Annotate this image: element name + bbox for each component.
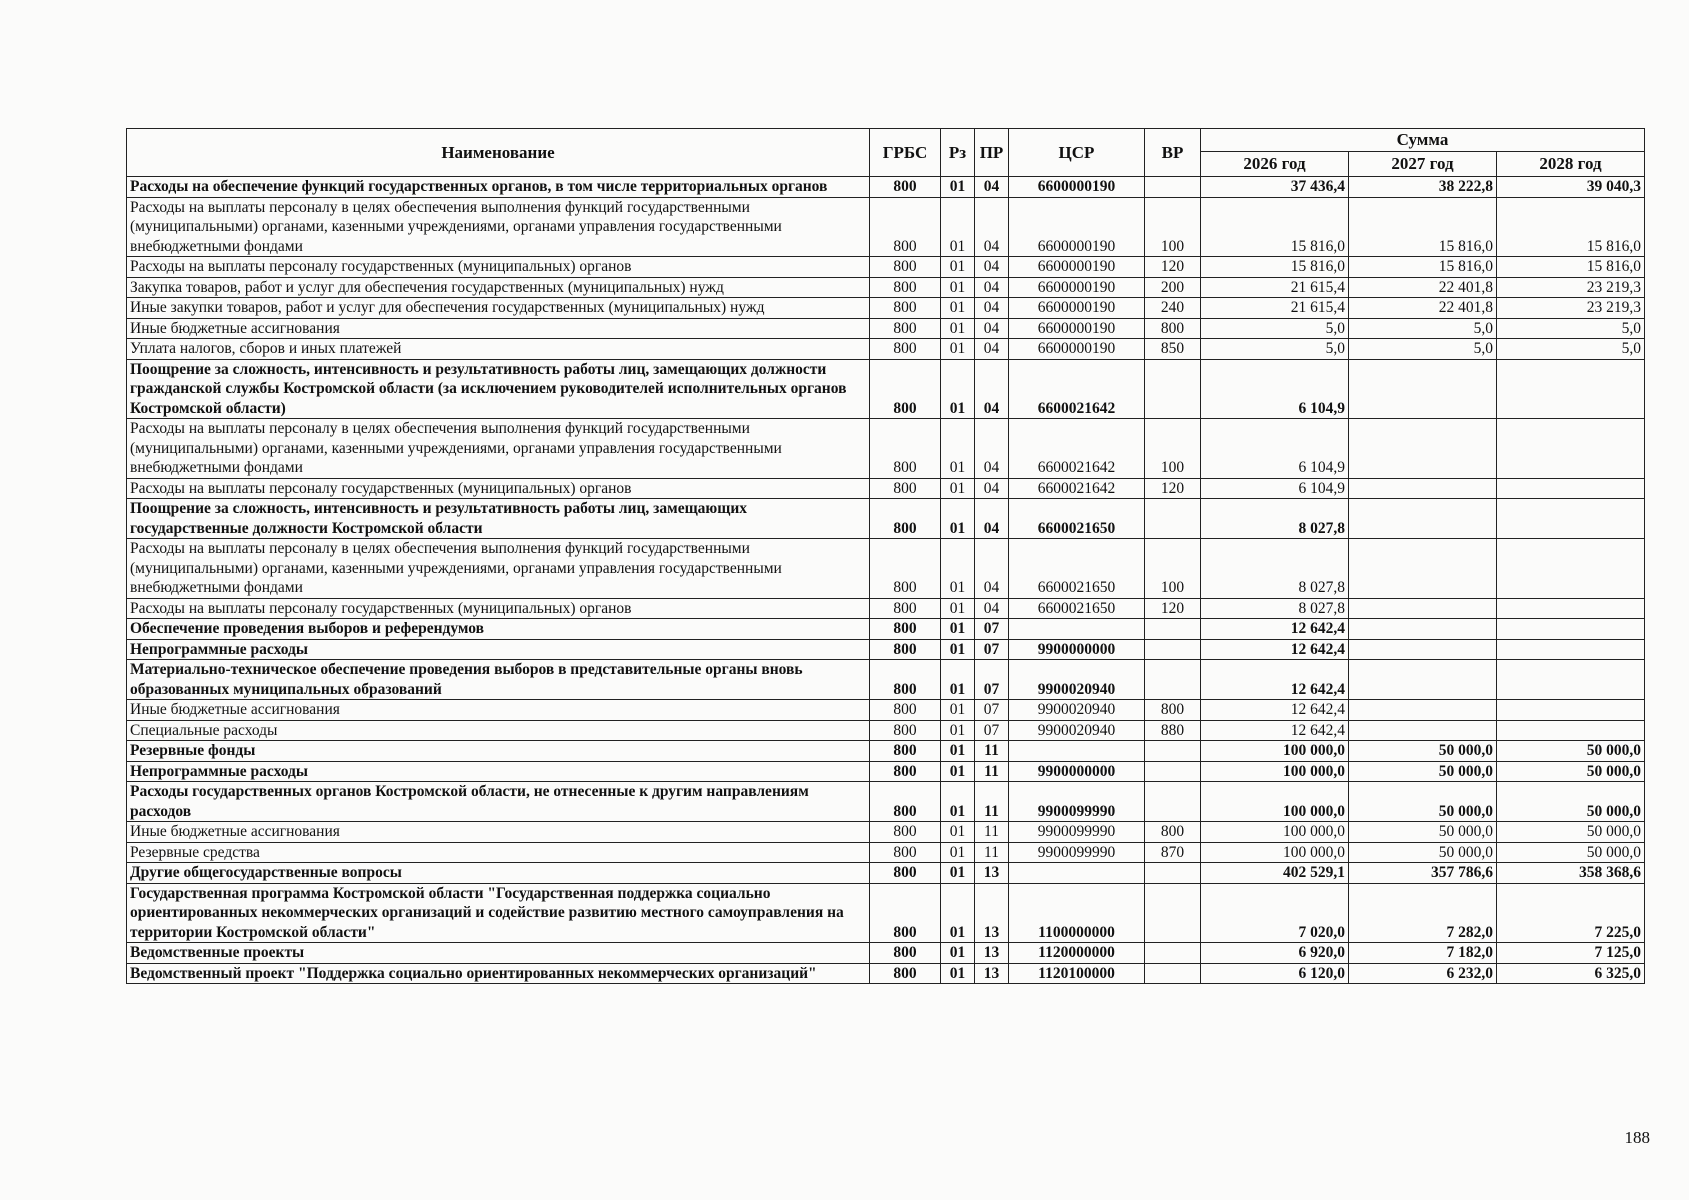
cell-pr: 04	[975, 339, 1009, 360]
cell-rz: 01	[941, 963, 975, 984]
cell-name: Расходы на выплаты персоналу государственных (муниципальных) органов	[127, 478, 870, 499]
cell-grbs: 800	[870, 298, 941, 319]
cell-pr: 11	[975, 782, 1009, 822]
cell-2028	[1497, 639, 1645, 660]
cell-2027: 50 000,0	[1349, 842, 1497, 863]
header-grbs: ГРБС	[870, 129, 941, 177]
cell-name: Иные бюджетные ассигнования	[127, 318, 870, 339]
cell-2028	[1497, 478, 1645, 499]
cell-rz: 01	[941, 197, 975, 257]
cell-rz: 01	[941, 177, 975, 198]
cell-vr: 120	[1145, 257, 1201, 278]
cell-2026: 6 920,0	[1201, 943, 1349, 964]
cell-csr: 6600000190	[1009, 277, 1145, 298]
cell-2026: 6 104,9	[1201, 419, 1349, 479]
table-row	[127, 359, 1645, 419]
cell-grbs: 800	[870, 660, 941, 700]
cell-vr	[1145, 639, 1201, 660]
cell-pr: 04	[975, 419, 1009, 479]
cell-grbs: 800	[870, 700, 941, 721]
cell-name: Резервные средства	[127, 842, 870, 863]
cell-2027	[1349, 499, 1497, 539]
cell-vr: 100	[1145, 197, 1201, 257]
cell-name: Расходы на выплаты персоналу государственных (муниципальных) органов	[127, 257, 870, 278]
cell-vr	[1145, 660, 1201, 700]
cell-pr: 04	[975, 359, 1009, 419]
cell-csr: 9900000000	[1009, 639, 1145, 660]
cell-pr: 04	[975, 298, 1009, 319]
cell-vr: 100	[1145, 539, 1201, 599]
cell-rz: 01	[941, 619, 975, 640]
table-row	[127, 619, 1645, 640]
cell-vr	[1145, 177, 1201, 198]
cell-pr: 13	[975, 883, 1009, 943]
cell-csr: 9900020940	[1009, 700, 1145, 721]
cell-name: Расходы государственных органов Костромской области, не отнесенные к другим направлениям расходов	[127, 782, 870, 822]
table-row	[127, 741, 1645, 762]
cell-name: Иные закупки товаров, работ и услуг для обеспечения государственных (муниципальных) нужд	[127, 298, 870, 319]
table-row	[127, 419, 1645, 479]
cell-2028: 50 000,0	[1497, 741, 1645, 762]
cell-grbs: 800	[870, 842, 941, 863]
table-row	[127, 700, 1645, 721]
cell-name: Непрограммные расходы	[127, 639, 870, 660]
table-row	[127, 660, 1645, 700]
cell-pr: 11	[975, 741, 1009, 762]
cell-2026: 15 816,0	[1201, 197, 1349, 257]
cell-grbs: 800	[870, 177, 941, 198]
cell-name: Непрограммные расходы	[127, 761, 870, 782]
cell-2028	[1497, 619, 1645, 640]
cell-rz: 01	[941, 863, 975, 884]
cell-2026: 100 000,0	[1201, 782, 1349, 822]
cell-pr: 07	[975, 639, 1009, 660]
cell-pr: 04	[975, 277, 1009, 298]
cell-vr: 200	[1145, 277, 1201, 298]
cell-grbs: 800	[870, 883, 941, 943]
cell-2027	[1349, 478, 1497, 499]
cell-csr: 6600000190	[1009, 298, 1145, 319]
cell-2026: 6 120,0	[1201, 963, 1349, 984]
cell-csr	[1009, 741, 1145, 762]
table-row	[127, 257, 1645, 278]
cell-pr: 04	[975, 197, 1009, 257]
cell-2027: 5,0	[1349, 339, 1497, 360]
cell-2026: 8 027,8	[1201, 539, 1349, 599]
table-header	[127, 129, 1645, 177]
cell-rz: 01	[941, 842, 975, 863]
cell-rz: 01	[941, 419, 975, 479]
cell-2027: 15 816,0	[1349, 257, 1497, 278]
cell-name: Уплата налогов, сборов и иных платежей	[127, 339, 870, 360]
cell-name: Расходы на выплаты персоналу в целях обеспечения выполнения функций государственными (муниципальными) органами, казенными учреждениями, органами управления государственными внебюджетными фондами	[127, 539, 870, 599]
cell-2027	[1349, 639, 1497, 660]
cell-2026: 7 020,0	[1201, 883, 1349, 943]
budget-table	[126, 128, 1645, 984]
cell-2027: 22 401,8	[1349, 298, 1497, 319]
cell-csr: 6600000190	[1009, 318, 1145, 339]
cell-pr: 07	[975, 619, 1009, 640]
table-row	[127, 478, 1645, 499]
cell-2028: 23 219,3	[1497, 298, 1645, 319]
cell-2026: 6 104,9	[1201, 359, 1349, 419]
cell-2028	[1497, 419, 1645, 479]
table-row	[127, 339, 1645, 360]
cell-grbs: 800	[870, 782, 941, 822]
cell-rz: 01	[941, 700, 975, 721]
cell-name: Ведомственные проекты	[127, 943, 870, 964]
cell-csr	[1009, 863, 1145, 884]
table-row	[127, 822, 1645, 843]
cell-2027: 7 282,0	[1349, 883, 1497, 943]
cell-grbs: 800	[870, 598, 941, 619]
cell-2028	[1497, 660, 1645, 700]
cell-pr: 11	[975, 822, 1009, 843]
cell-name: Расходы на выплаты персоналу в целях обеспечения выполнения функций государственными (муниципальными) органами, казенными учреждениями, органами управления государственными внебюджетными фондами	[127, 419, 870, 479]
cell-2027	[1349, 419, 1497, 479]
cell-2028: 7 225,0	[1497, 883, 1645, 943]
header-year-2026: 2026 год	[1201, 152, 1349, 177]
cell-vr	[1145, 359, 1201, 419]
cell-name: Материально-техническое обеспечение проведения выборов в представительные органы вновь образованных муниципальных образований	[127, 660, 870, 700]
cell-vr: 100	[1145, 419, 1201, 479]
table-row	[127, 197, 1645, 257]
cell-2027: 50 000,0	[1349, 822, 1497, 843]
header-rz: Рз	[941, 129, 975, 177]
cell-2026: 6 104,9	[1201, 478, 1349, 499]
cell-grbs: 800	[870, 639, 941, 660]
cell-csr: 9900099990	[1009, 822, 1145, 843]
cell-vr	[1145, 963, 1201, 984]
cell-2028: 15 816,0	[1497, 257, 1645, 278]
cell-name: Обеспечение проведения выборов и референдумов	[127, 619, 870, 640]
cell-csr: 6600000190	[1009, 197, 1145, 257]
cell-2028	[1497, 720, 1645, 741]
cell-rz: 01	[941, 478, 975, 499]
cell-grbs: 800	[870, 943, 941, 964]
cell-2026: 100 000,0	[1201, 761, 1349, 782]
cell-pr: 04	[975, 478, 1009, 499]
cell-2027: 5,0	[1349, 318, 1497, 339]
table-row	[127, 177, 1645, 198]
cell-grbs: 800	[870, 761, 941, 782]
cell-grbs: 800	[870, 197, 941, 257]
cell-2026: 12 642,4	[1201, 619, 1349, 640]
cell-2027: 50 000,0	[1349, 782, 1497, 822]
table-row	[127, 761, 1645, 782]
cell-rz: 01	[941, 277, 975, 298]
cell-vr: 800	[1145, 822, 1201, 843]
table-row	[127, 639, 1645, 660]
cell-2028: 7 125,0	[1497, 943, 1645, 964]
cell-grbs: 800	[870, 741, 941, 762]
page-number: 188	[1624, 1128, 1650, 1147]
cell-2028: 15 816,0	[1497, 197, 1645, 257]
cell-2028: 6 325,0	[1497, 963, 1645, 984]
header-name: Наименование	[127, 129, 870, 177]
cell-2026: 5,0	[1201, 339, 1349, 360]
table-row	[127, 539, 1645, 599]
cell-2026: 12 642,4	[1201, 700, 1349, 721]
cell-2026: 100 000,0	[1201, 842, 1349, 863]
cell-csr: 9900099990	[1009, 782, 1145, 822]
cell-2028: 50 000,0	[1497, 822, 1645, 843]
cell-rz: 01	[941, 720, 975, 741]
cell-name: Закупка товаров, работ и услуг для обеспечения государственных (муниципальных) нужд	[127, 277, 870, 298]
cell-rz: 01	[941, 598, 975, 619]
cell-pr: 04	[975, 177, 1009, 198]
cell-grbs: 800	[870, 863, 941, 884]
cell-name: Иные бюджетные ассигнования	[127, 700, 870, 721]
cell-csr: 9900020940	[1009, 660, 1145, 700]
cell-2027: 6 232,0	[1349, 963, 1497, 984]
cell-2027	[1349, 619, 1497, 640]
cell-csr: 1120100000	[1009, 963, 1145, 984]
cell-2028	[1497, 598, 1645, 619]
cell-2027	[1349, 539, 1497, 599]
cell-vr: 800	[1145, 318, 1201, 339]
cell-vr	[1145, 741, 1201, 762]
cell-2027: 38 222,8	[1349, 177, 1497, 198]
cell-grbs: 800	[870, 478, 941, 499]
table-row	[127, 720, 1645, 741]
cell-2027: 7 182,0	[1349, 943, 1497, 964]
cell-csr: 1100000000	[1009, 883, 1145, 943]
cell-csr: 9900020940	[1009, 720, 1145, 741]
cell-pr: 04	[975, 499, 1009, 539]
cell-rz: 01	[941, 298, 975, 319]
cell-vr: 800	[1145, 700, 1201, 721]
cell-grbs: 800	[870, 619, 941, 640]
cell-name: Специальные расходы	[127, 720, 870, 741]
table-row	[127, 277, 1645, 298]
cell-2027	[1349, 660, 1497, 700]
cell-2027	[1349, 598, 1497, 619]
cell-rz: 01	[941, 257, 975, 278]
cell-2027	[1349, 700, 1497, 721]
cell-csr: 6600000190	[1009, 339, 1145, 360]
cell-vr	[1145, 863, 1201, 884]
table-row	[127, 318, 1645, 339]
table-row	[127, 842, 1645, 863]
cell-name: Расходы на выплаты персоналу государственных (муниципальных) органов	[127, 598, 870, 619]
cell-2026: 12 642,4	[1201, 639, 1349, 660]
cell-pr: 11	[975, 761, 1009, 782]
cell-csr: 6600021650	[1009, 598, 1145, 619]
cell-rz: 01	[941, 499, 975, 539]
cell-2026: 12 642,4	[1201, 660, 1349, 700]
cell-2026: 5,0	[1201, 318, 1349, 339]
cell-2028: 5,0	[1497, 339, 1645, 360]
cell-2027: 50 000,0	[1349, 761, 1497, 782]
cell-2028: 50 000,0	[1497, 782, 1645, 822]
cell-csr: 9900099990	[1009, 842, 1145, 863]
cell-grbs: 800	[870, 318, 941, 339]
header-sum: Сумма	[1201, 129, 1645, 152]
cell-grbs: 800	[870, 539, 941, 599]
cell-rz: 01	[941, 822, 975, 843]
cell-pr: 04	[975, 257, 1009, 278]
cell-2028	[1497, 499, 1645, 539]
cell-vr	[1145, 782, 1201, 822]
cell-name: Иные бюджетные ассигнования	[127, 822, 870, 843]
cell-name: Государственная программа Костромской области "Государственная поддержка социально ориентированных некоммерческих организаций и содействие развитию местного самоуправления на территории Костромской области"	[127, 883, 870, 943]
cell-name: Другие общегосударственные вопросы	[127, 863, 870, 884]
cell-vr: 120	[1145, 598, 1201, 619]
cell-2026: 402 529,1	[1201, 863, 1349, 884]
cell-name: Ведомственный проект "Поддержка социально ориентированных некоммерческих организаций"	[127, 963, 870, 984]
cell-pr: 07	[975, 720, 1009, 741]
cell-2026: 12 642,4	[1201, 720, 1349, 741]
cell-2026: 8 027,8	[1201, 598, 1349, 619]
cell-pr: 07	[975, 700, 1009, 721]
cell-2028: 39 040,3	[1497, 177, 1645, 198]
cell-csr: 1120000000	[1009, 943, 1145, 964]
cell-2026: 100 000,0	[1201, 741, 1349, 762]
cell-csr: 6600000190	[1009, 257, 1145, 278]
table-row	[127, 598, 1645, 619]
cell-rz: 01	[941, 339, 975, 360]
cell-2028: 23 219,3	[1497, 277, 1645, 298]
cell-vr: 870	[1145, 842, 1201, 863]
cell-2028: 50 000,0	[1497, 842, 1645, 863]
table-row	[127, 943, 1645, 964]
cell-rz: 01	[941, 741, 975, 762]
cell-2026: 100 000,0	[1201, 822, 1349, 843]
cell-vr	[1145, 761, 1201, 782]
cell-2026: 21 615,4	[1201, 277, 1349, 298]
cell-2028: 5,0	[1497, 318, 1645, 339]
cell-rz: 01	[941, 639, 975, 660]
cell-name: Резервные фонды	[127, 741, 870, 762]
cell-vr: 880	[1145, 720, 1201, 741]
cell-2026: 21 615,4	[1201, 298, 1349, 319]
cell-pr: 13	[975, 963, 1009, 984]
cell-name: Расходы на выплаты персоналу в целях обеспечения выполнения функций государственными (муниципальными) органами, казенными учреждениями, органами управления государственными внебюджетными фондами	[127, 197, 870, 257]
cell-2028	[1497, 359, 1645, 419]
cell-vr: 120	[1145, 478, 1201, 499]
cell-csr: 6600021650	[1009, 499, 1145, 539]
cell-2027	[1349, 359, 1497, 419]
cell-vr	[1145, 883, 1201, 943]
cell-pr: 11	[975, 842, 1009, 863]
header-csr: ЦСР	[1009, 129, 1145, 177]
table-body	[127, 177, 1645, 984]
cell-2027	[1349, 720, 1497, 741]
header-year-2027: 2027 год	[1349, 152, 1497, 177]
cell-grbs: 800	[870, 257, 941, 278]
cell-rz: 01	[941, 359, 975, 419]
cell-csr	[1009, 619, 1145, 640]
cell-grbs: 800	[870, 499, 941, 539]
cell-csr: 6600000190	[1009, 177, 1145, 198]
cell-2026: 37 436,4	[1201, 177, 1349, 198]
cell-csr: 6600021642	[1009, 419, 1145, 479]
cell-pr: 04	[975, 539, 1009, 599]
cell-pr: 04	[975, 598, 1009, 619]
header-vr: ВР	[1145, 129, 1201, 177]
cell-rz: 01	[941, 883, 975, 943]
cell-name: Поощрение за сложность, интенсивность и результативность работы лиц, замещающих должности гражданской службы Костромской области (за исключением руководителей исполнительных органов Костромской области)	[127, 359, 870, 419]
cell-vr	[1145, 619, 1201, 640]
cell-csr: 6600021642	[1009, 359, 1145, 419]
cell-name: Поощрение за сложность, интенсивность и результативность работы лиц, замещающих государственные должности Костромской области	[127, 499, 870, 539]
cell-rz: 01	[941, 761, 975, 782]
cell-grbs: 800	[870, 720, 941, 741]
cell-pr: 04	[975, 318, 1009, 339]
cell-pr: 13	[975, 943, 1009, 964]
table-row	[127, 298, 1645, 319]
cell-2028	[1497, 700, 1645, 721]
cell-2026: 15 816,0	[1201, 257, 1349, 278]
cell-vr	[1145, 943, 1201, 964]
header-year-2028: 2028 год	[1497, 152, 1645, 177]
cell-grbs: 800	[870, 359, 941, 419]
cell-2027: 357 786,6	[1349, 863, 1497, 884]
cell-grbs: 800	[870, 822, 941, 843]
header-pr: ПР	[975, 129, 1009, 177]
cell-rz: 01	[941, 943, 975, 964]
cell-2028: 358 368,6	[1497, 863, 1645, 884]
cell-2026: 8 027,8	[1201, 499, 1349, 539]
cell-2027: 50 000,0	[1349, 741, 1497, 762]
table-row	[127, 883, 1645, 943]
cell-csr: 6600021650	[1009, 539, 1145, 599]
cell-rz: 01	[941, 660, 975, 700]
table-row	[127, 863, 1645, 884]
cell-grbs: 800	[870, 277, 941, 298]
cell-csr: 9900000000	[1009, 761, 1145, 782]
cell-pr: 07	[975, 660, 1009, 700]
cell-2027: 22 401,8	[1349, 277, 1497, 298]
cell-vr: 240	[1145, 298, 1201, 319]
cell-grbs: 800	[870, 419, 941, 479]
cell-pr: 13	[975, 863, 1009, 884]
cell-2028	[1497, 539, 1645, 599]
cell-rz: 01	[941, 539, 975, 599]
cell-grbs: 800	[870, 963, 941, 984]
cell-rz: 01	[941, 782, 975, 822]
table-row	[127, 499, 1645, 539]
cell-name: Расходы на обеспечение функций государственных органов, в том числе территориальных органов	[127, 177, 870, 198]
cell-rz: 01	[941, 318, 975, 339]
table-row	[127, 782, 1645, 822]
cell-2028: 50 000,0	[1497, 761, 1645, 782]
cell-vr: 850	[1145, 339, 1201, 360]
cell-grbs: 800	[870, 339, 941, 360]
cell-csr: 6600021642	[1009, 478, 1145, 499]
table-row	[127, 963, 1645, 984]
cell-2027: 15 816,0	[1349, 197, 1497, 257]
cell-vr	[1145, 499, 1201, 539]
